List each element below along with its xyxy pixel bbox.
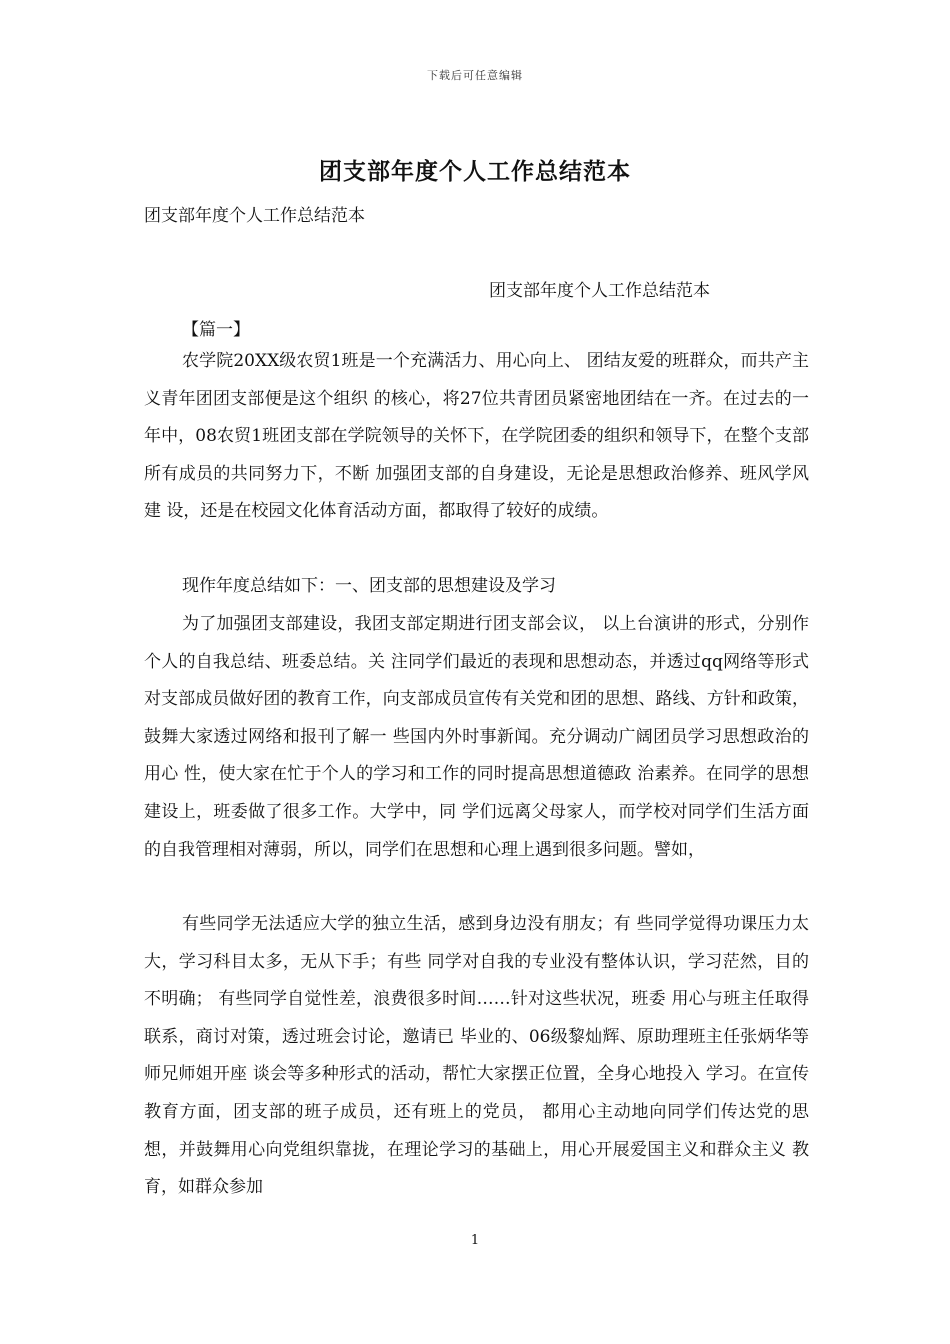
document-title: 团支部年度个人工作总结范本 — [319, 158, 631, 185]
body-section-1 — [144, 343, 809, 531]
section-label: 【篇一】 — [182, 320, 250, 340]
page-header-note: 下载后可任意编辑 — [427, 69, 523, 82]
body-section-3 — [144, 606, 809, 869]
paragraph: 为了加强团支部建设，我团支部定期进行团支部会议， 以上台演讲的形式，分别作个人的自我总结、班委总结。关 注同学们最近的表现和思想动态，并透过qq网络等形式对支部成员做好团的教育工作，向支部成员宣传有关党和团的思想、路线、方针和政策，鼓舞大家透过网络和报刊了解一 些国内外时事新闻。充分调动广阔团员学习思想政治的用心 性，使大家在忙于个人的学习和工作的同时提高思想道德政 治素养。在同学的思想建设上，班委做了很多工作。大学中，同 学们远离父母家人，而学校对同学们生活方面的自我管理相对薄弱，所以，同学们在思想和心理上遇到很多问题。譬如， — [144, 614, 809, 860]
right-aligned-title: 团支部年度个人工作总结范本 — [489, 281, 710, 301]
paragraph: 现作年度总结如下：一、团支部的思想建设及学习 — [182, 576, 556, 596]
document-subtitle: 团支部年度个人工作总结范本 — [144, 206, 365, 226]
paragraph: 农学院20XX级农贸1班是一个充满活力、用心向上、 团结友爱的班群众，而共产主义青年团团支部便是这个组织 的核心，将27位共青团员紧密地团结在一齐。在过去的一 年中，08农贸1班团支部在学院领导的关怀下，在学院团委的组织和领导下，在整个支部所有成员的共同努力下，不断 加强团支部的自身建设，无论是思想政治修养、班风学风建 设，还是在校园文化体育活动方面，都取得了较好的成绩。 — [144, 351, 809, 522]
body-section-4 — [144, 906, 809, 1207]
body-section-2 — [144, 568, 809, 606]
page-number: 1 — [470, 1233, 480, 1248]
paragraph: 有些同学无法适应大学的独立生活，感到身边没有朋友；有 些同学觉得功课压力太大，学习科目太多，无从下手；有些 同学对自我的专业没有整体认识，学习茫然，目的不明确； 有些同学自觉性差，浪费很多时间……针对这些状况，班委 用心与班主任取得联系，商讨对策，透过班会讨论，邀请已 毕业的、06级黎灿辉、原助理班主任张炳华等师兄师姐开座 谈会等多种形式的活动，帮忙大家摆正位置，全身心地投入 学习。在宣传教育方面，团支部的班子成员，还有班上的党员， 都用心主动地向同学们传达党的思想，并鼓舞用心向党组织靠拢，在理论学习的基础上，用心开展爱国主义和群众主义 教育，如群众参加 — [144, 914, 809, 1198]
